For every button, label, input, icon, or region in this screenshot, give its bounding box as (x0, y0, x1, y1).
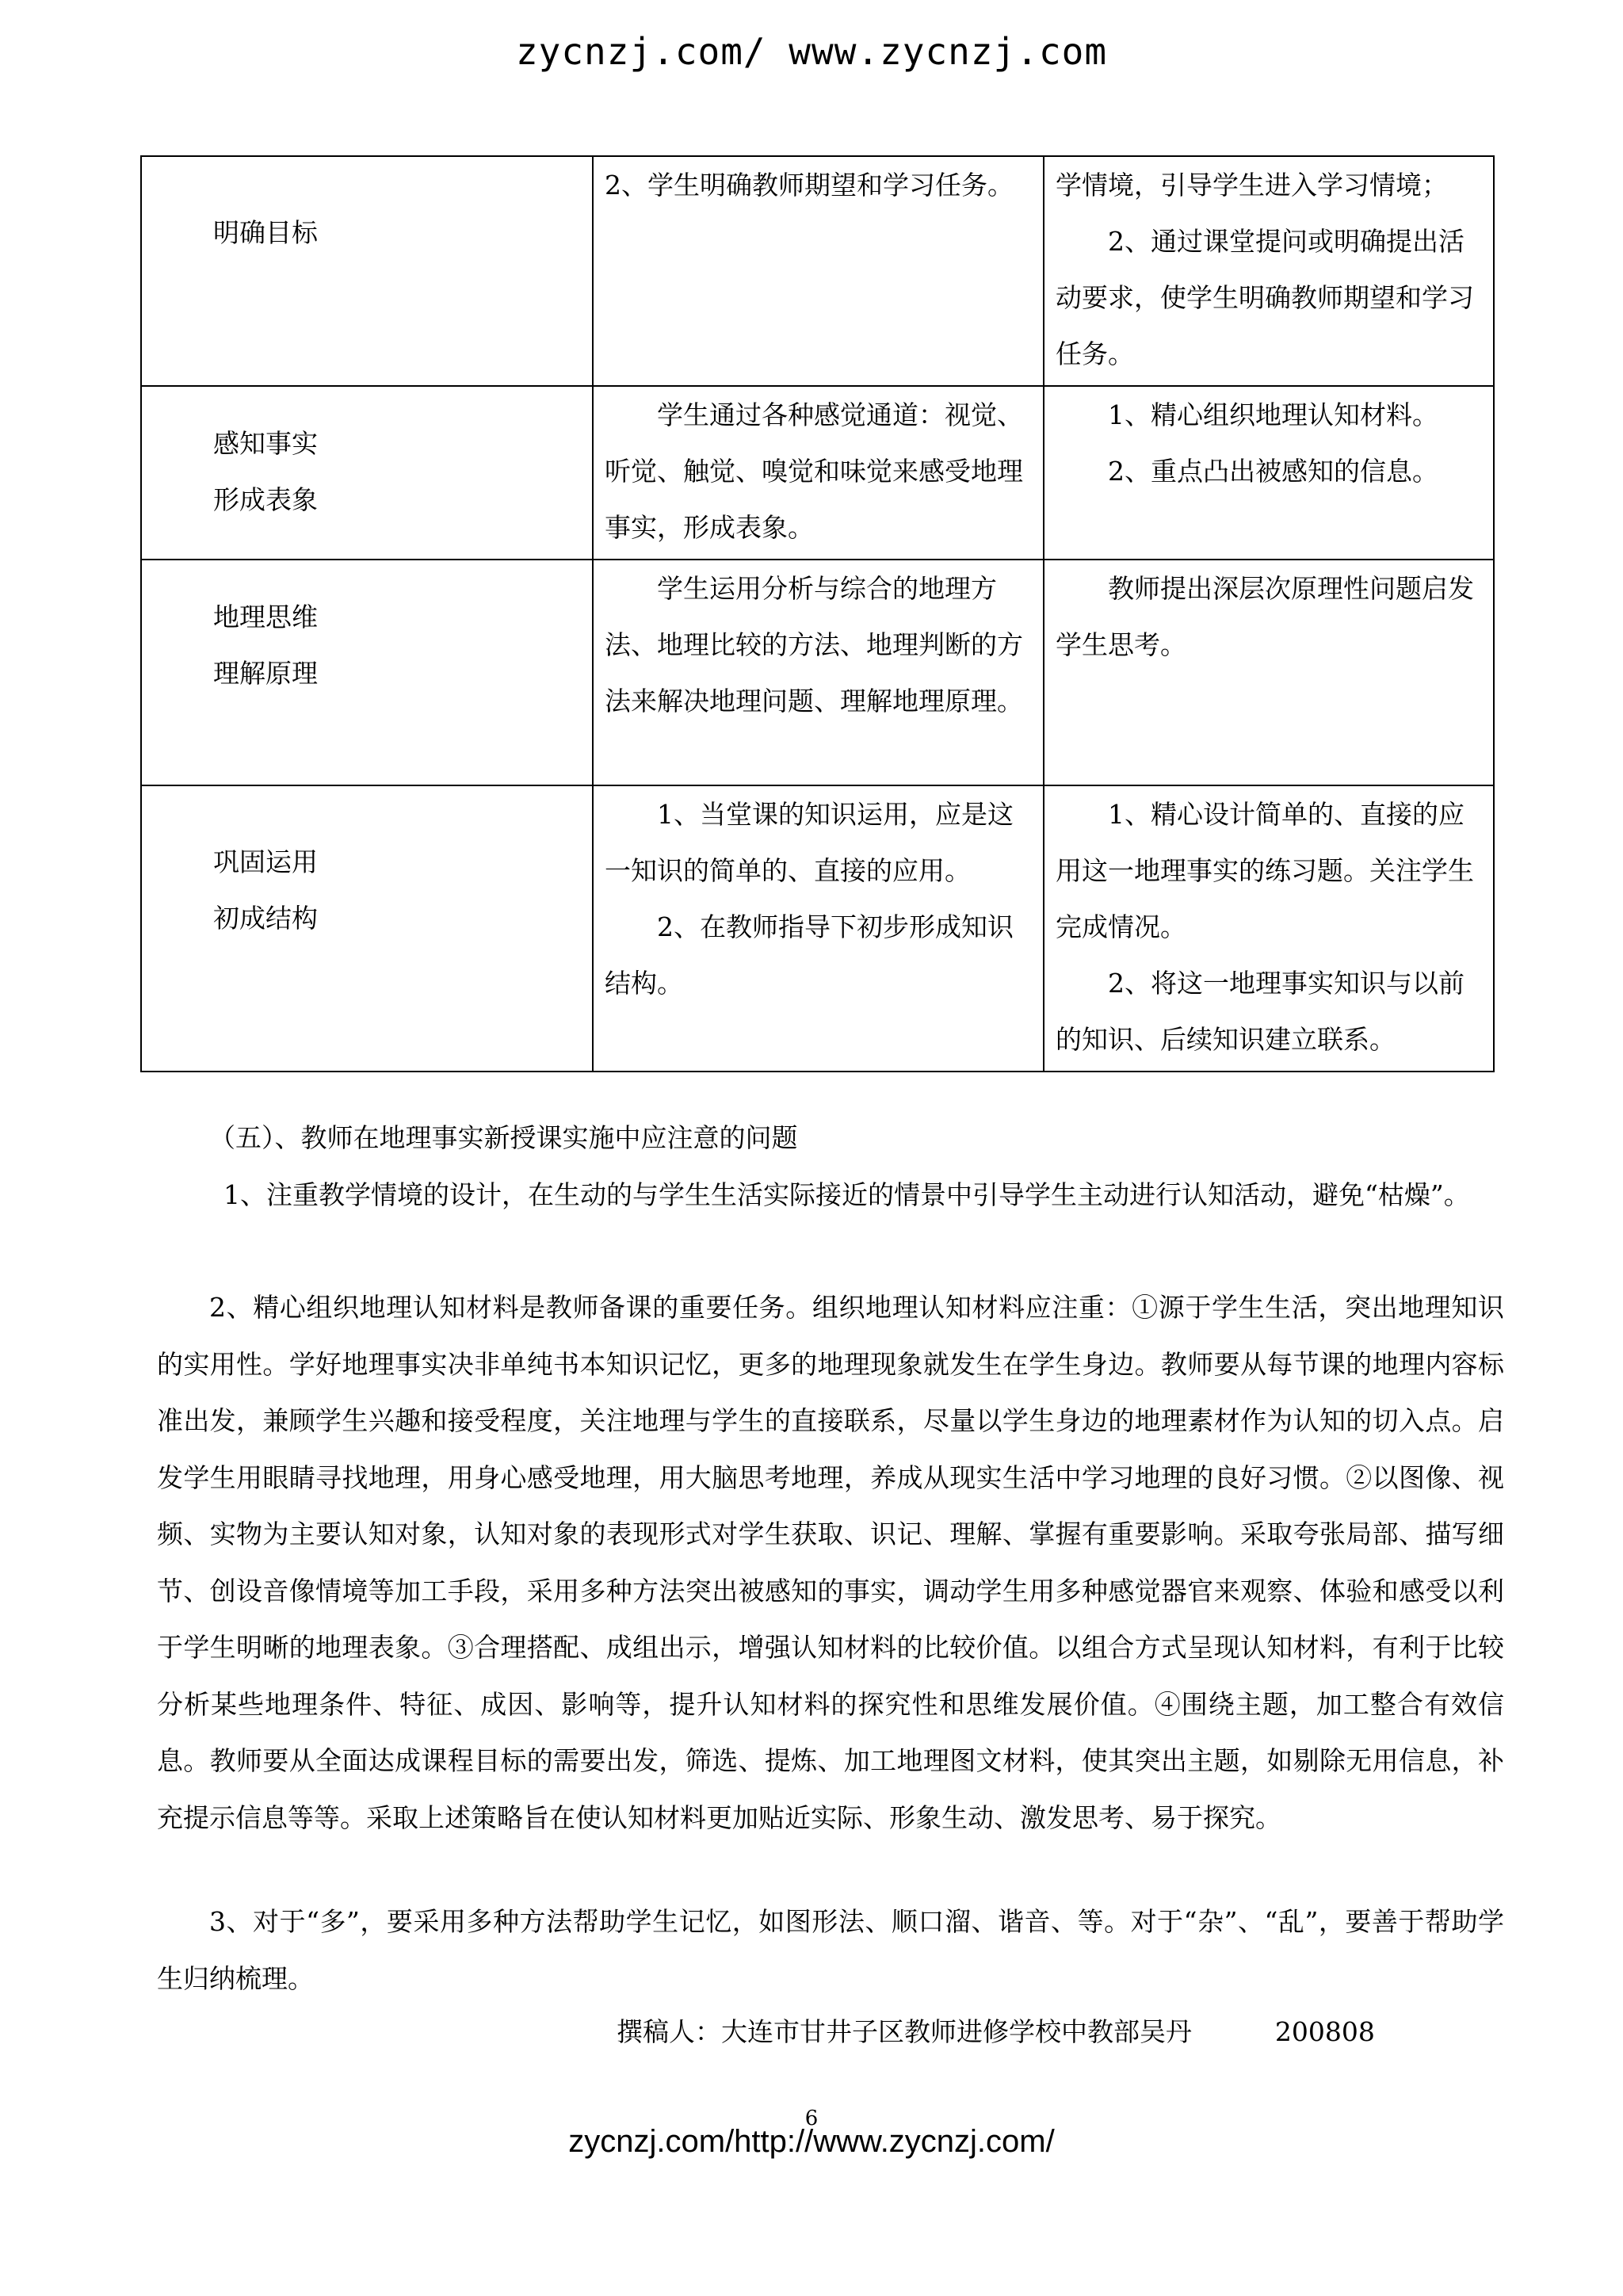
section-heading: （五）、教师在地理事实新授课实施中应注意的问题 (209, 1122, 798, 1153)
page-footer-url: zycnzj.com/http://www.zycnzj.com/ (568, 2124, 1055, 2159)
teacher-activity-cell (1044, 156, 1494, 386)
student-activity-cell (593, 156, 1044, 386)
student-activity-text: 2、学生明确教师期望和学习任务。 (605, 170, 1014, 201)
page-number: 6 (804, 2107, 819, 2130)
stage-cell (141, 156, 593, 386)
student-activity-cell (593, 560, 1044, 785)
teacher-activity-cell (1044, 785, 1494, 1072)
student-activity-text: 学生运用分析与综合的地理方法、地理比较的方法、地理判断的方法来解决地理问题、理解地理原理。 (605, 573, 1023, 716)
teacher-activity-text: 2、重点凸出被感知的信息。 (1108, 456, 1438, 487)
table-row (141, 386, 1494, 560)
paragraph-2: 2、精心组织地理认知材料是教师备课的重要任务。组织地理认知材料应注重：①源于学生生活，突出地理知识的实用性。学好地理事实决非单纯书本知识记忆，更多的地理现象就发生在学生身边。教师要从每节课的地理内容标准出发，兼顾学生兴趣和接受程度，关注地理与学生的直接联系，尽量以学生身边的地理素材作为认知的切入点。启发学生用眼睛寻找地理，用身心感受地理，用大脑思考地理，养成从现实生活中学习地理的良好习惯。②以图像、视频、实物为主要认知对象，认知对象的表现形式对学生获取、识记、理解、掌握有重要影响。采取夸张局部、描写细节、创设音像情境等加工手段，采用多种方法突出被感知的事实，调动学生用多种感觉器官来观察、体验和感受以利于学生明晰的地理表象。③合理搭配、成组出示，增强认知材料的比较价值。以组合方式呈现认知材料，有利于比较分析某些地理条件、特征、成因、影响等，提升认知材料的探究性和思维发展价值。④围绕主题，加工整合有效信息。教师要从全面达成课程目标的需要出发，筛选、提炼、加工地理图文材料，使其突出主题，如剔除无用信息，补充提示信息等等。采取上述策略旨在使认知材料更加贴近实际、形象生动、激发思考、易于探究。 (157, 1292, 1504, 1833)
page-header-url: zycnzj.com/ www.zycnzj.com (515, 30, 1108, 73)
teacher-activity-cell (1044, 386, 1494, 560)
stage-label: 理解原理 (213, 658, 318, 689)
stage-label: 明确目标 (213, 217, 318, 248)
paragraph-1: 1、注重教学情境的设计，在生动的与学生生活实际接近的情景中引导学生主动进行认知活动，避免“枯燥”。 (223, 1179, 1470, 1210)
teacher-activity-text: 1、精心设计简单的、直接的应用这一地理事实的练习题。关注学生完成情况。 (1056, 799, 1474, 942)
stage-label: 初成结构 (213, 903, 318, 934)
stage-label: 感知事实 (213, 428, 318, 459)
student-activity-text: 1、当堂课的知识运用，应是这一知识的简单的、直接的应用。 (605, 799, 1014, 886)
teacher-activity-text: 学情境，引导学生进入学习情境； (1056, 170, 1448, 201)
author-name: 撰稿人：大连市甘井子区教师进修学校中教部吴丹 (617, 2016, 1192, 2047)
student-activity-cell (593, 386, 1044, 560)
teacher-activity-text: 教师提出深层次原理性问题启发学生思考。 (1056, 573, 1474, 660)
teacher-activity-cell (1044, 560, 1494, 785)
teacher-activity-text: 2、将这一地理事实知识与以前的知识、后续知识建立联系。 (1056, 968, 1465, 1055)
author-line (617, 2008, 1375, 2056)
stage-cell (141, 785, 593, 1072)
student-activity-text: 2、在教师指导下初步形成知识结构。 (605, 911, 1014, 999)
stage-label: 形成表象 (213, 484, 318, 515)
stage-label: 巩固运用 (213, 846, 318, 877)
stage-cell (141, 386, 593, 560)
table-row (141, 156, 1494, 386)
teacher-activity-text: 2、通过课堂提问或明确提出活动要求，使学生明确教师期望和学习任务。 (1056, 226, 1474, 369)
student-activity-cell (593, 785, 1044, 1072)
student-activity-text: 学生通过各种感觉通道：视觉、听觉、触觉、嗅觉和味觉来感受地理事实，形成表象。 (605, 399, 1023, 543)
teacher-activity-text: 1、精心组织地理认知材料。 (1108, 399, 1438, 430)
table-row (141, 785, 1494, 1072)
stage-label: 地理思维 (213, 602, 318, 632)
paragraph-3: 3、对于“多”，要采用多种方法帮助学生记忆，如图形法、顺口溜、谐音、等。对于“杂”、“乱”，要善于帮助学生归纳梳理。 (157, 1906, 1504, 1994)
stage-cell (141, 560, 593, 785)
author-date: 200808 (1274, 2016, 1375, 2047)
teaching-stage-table (140, 155, 1495, 1072)
table-row (141, 560, 1494, 785)
